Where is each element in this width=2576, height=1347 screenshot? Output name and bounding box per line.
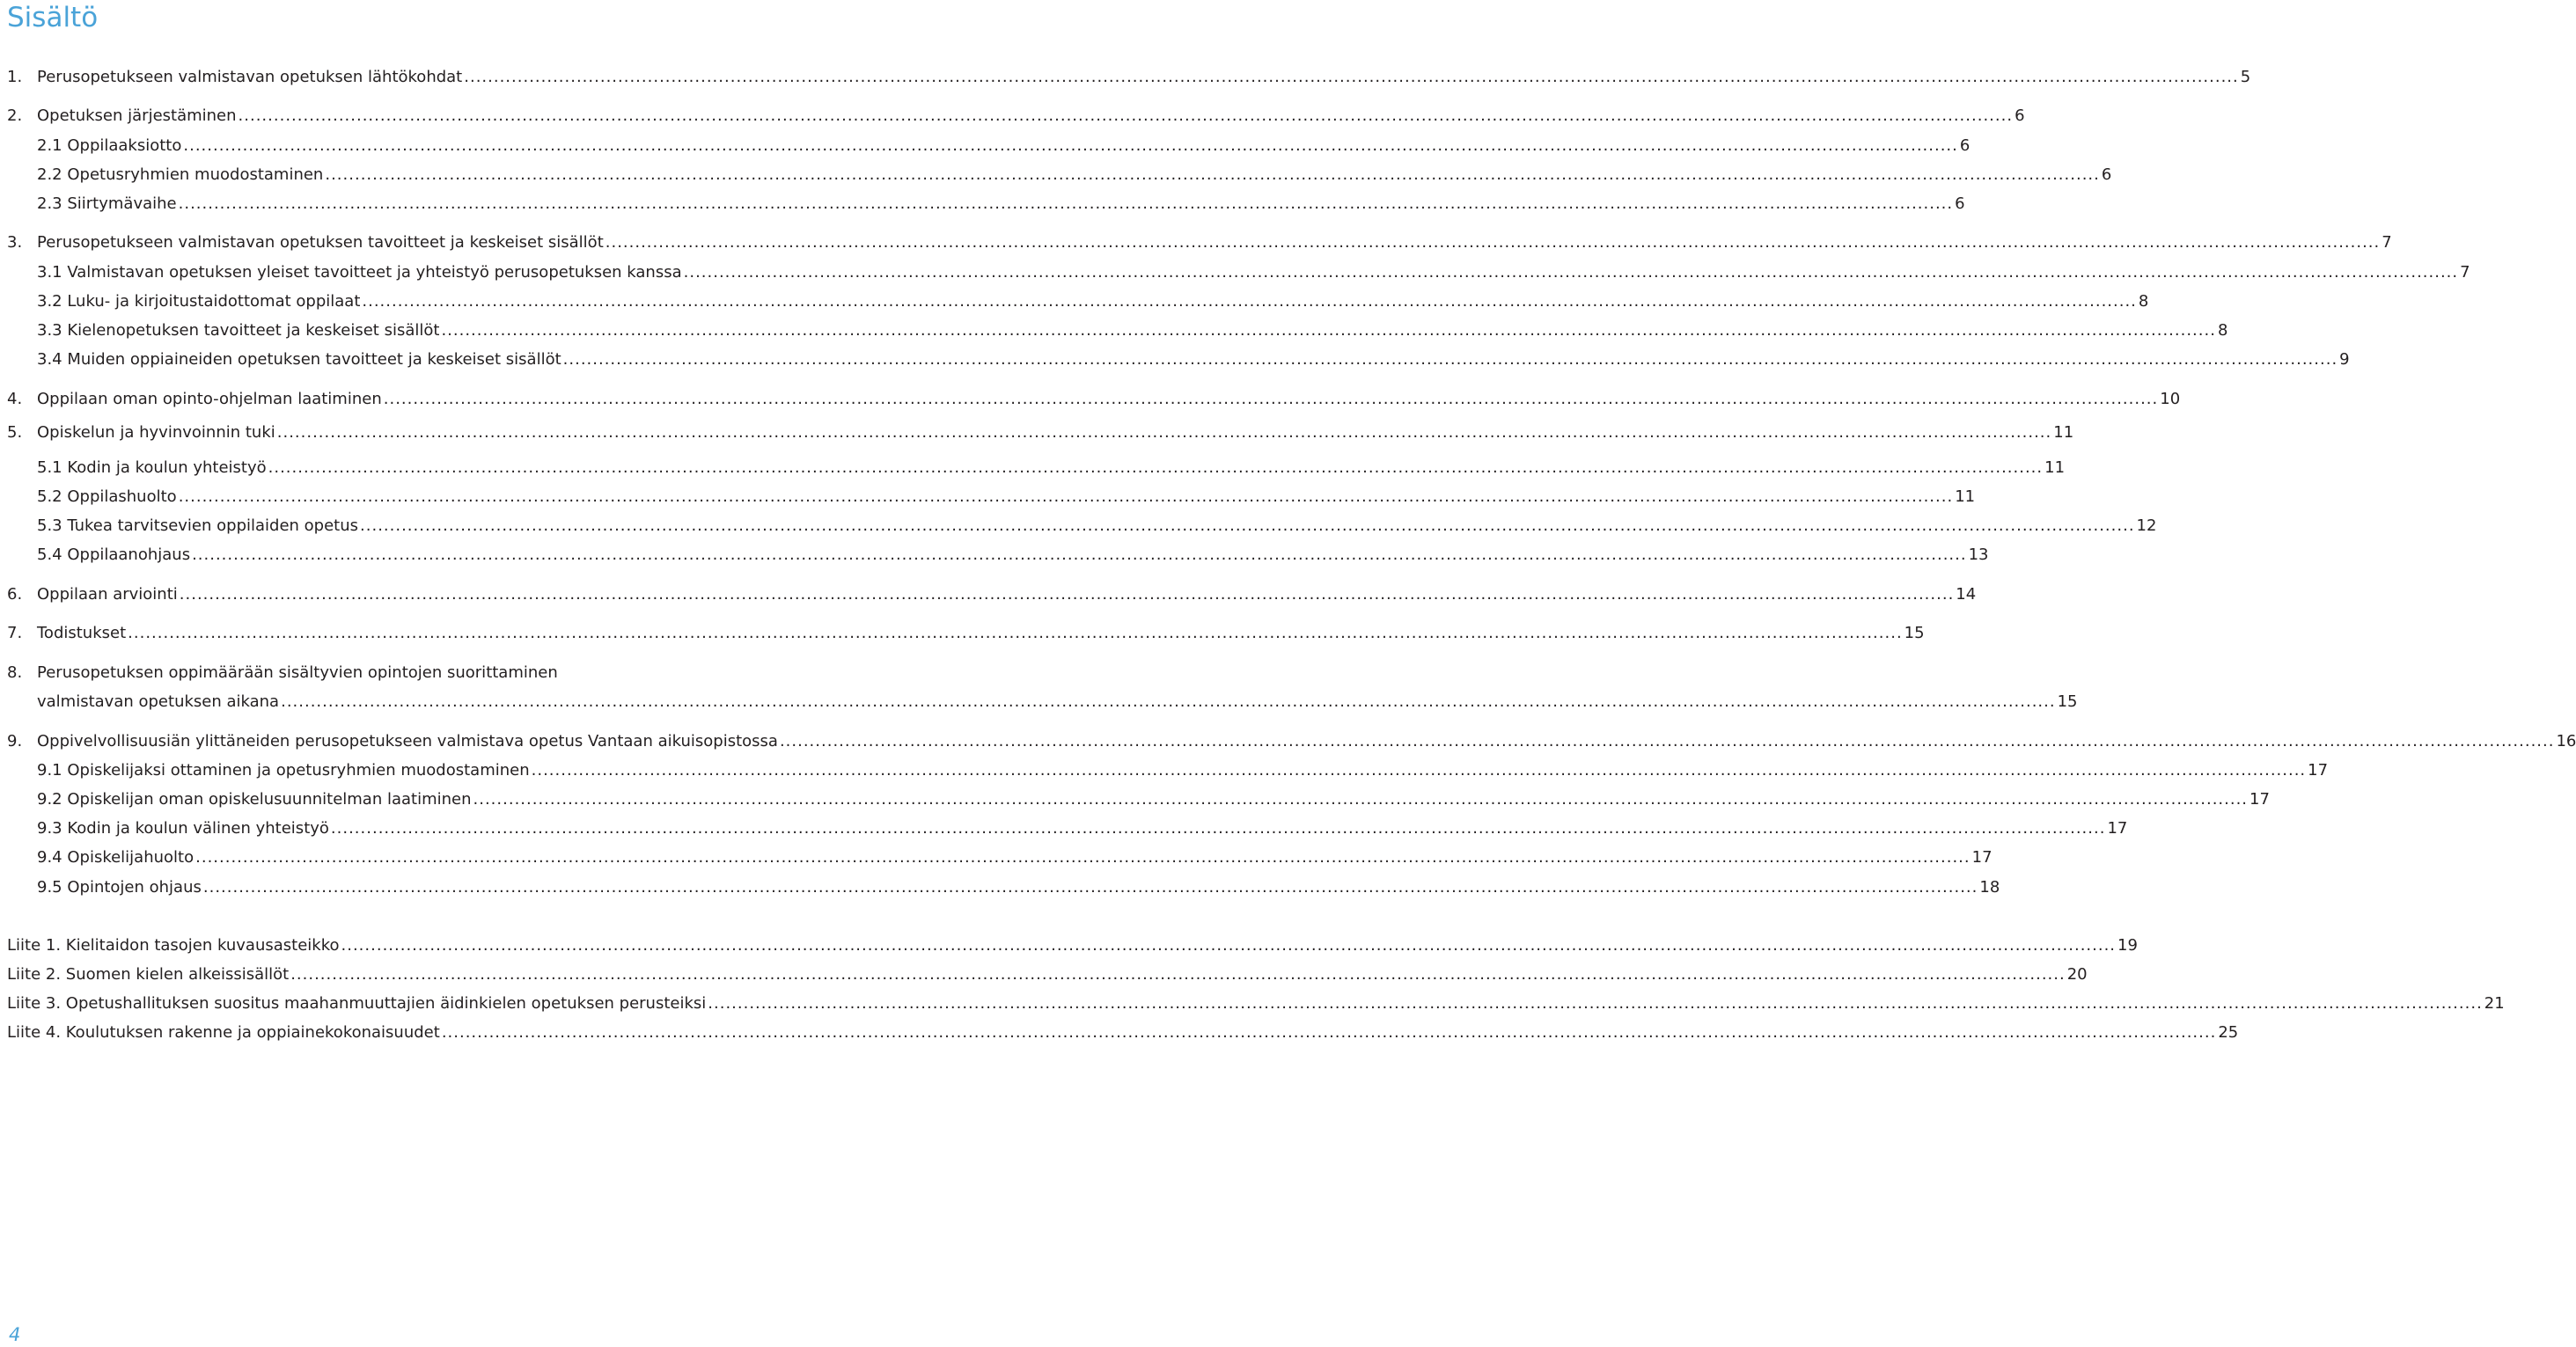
toc-entry-page: 21	[2484, 994, 2505, 1013]
toc-entry[interactable]	[0, 1021, 2239, 1045]
toc-entry-label: 9.1 Opiskelijaksi ottaminen ja opetusryhmien muodostaminen	[37, 761, 530, 780]
toc-entry-label: 5.3 Tukea tarvitsevien oppilaiden opetus	[37, 516, 359, 535]
toc-entry-page: 13	[1968, 545, 1989, 564]
toc-entry[interactable]	[0, 621, 1925, 646]
dot-leader: ............................................................................................................................................................................................................................................................................................................	[464, 68, 2239, 86]
toc-entry-label: Liite 1. Kielitaidon tasojen kuvausasteikko	[7, 936, 340, 955]
dot-leader: ............................................................................................................................................................................................................................................................................................................	[195, 848, 1971, 867]
toc-entry[interactable]	[0, 318, 2228, 343]
toc-entry[interactable]	[0, 816, 2128, 841]
toc-entry-label: Liite 2. Suomen kielen alkeissisällöt	[7, 965, 290, 984]
toc-entry-page: 17	[2308, 761, 2329, 780]
toc-entry-number: 3.	[7, 233, 23, 252]
dot-leader: ............................................................................................................................................................................................................................................................................................................	[362, 292, 2137, 311]
toc-entry[interactable]	[0, 134, 1971, 158]
toc-entry-label: 5.2 Oppilashuolto	[37, 487, 177, 506]
toc-entry-page: 8	[2138, 292, 2149, 311]
toc-entry-number: 4.	[7, 390, 23, 408]
toc-entry-label: Perusopetukseen valmistavan opetuksen lähtökohdat	[37, 68, 463, 86]
toc-entry[interactable]	[0, 582, 1977, 607]
toc-entry-label: Perusopetukseen valmistavan opetuksen tavoitteet ja keskeiset sisällöt	[37, 233, 604, 252]
dot-leader: ............................................................................................................................................................................................................................................................................................................	[183, 136, 1958, 155]
dot-leader: ............................................................................................................................................................................................................................................................................................................	[779, 732, 2555, 750]
dot-leader: ............................................................................................................................................................................................................................................................................................................	[441, 321, 2216, 340]
toc-entry-page: 6	[2101, 165, 2112, 184]
toc-entry-label: Opetuksen järjestäminen	[37, 106, 237, 125]
toc-entry-label: 3.2 Luku- ja kirjoitustaidottomat oppilaat	[37, 292, 361, 311]
toc-entry-number: 1.	[7, 68, 23, 86]
toc-entry-label: 9.4 Opiskelijahuolto	[37, 848, 194, 867]
dot-leader: ............................................................................................................................................................................................................................................................................................................	[330, 819, 2106, 838]
toc-entry-page: 19	[2117, 936, 2138, 955]
toc-entry-label: 3.4 Muiden oppiaineiden opetuksen tavoitteet ja keskeiset sisällöt	[37, 350, 561, 369]
page-number: 4	[9, 1324, 21, 1345]
toc-entry-page: 11	[2053, 423, 2074, 442]
toc-entry-page: 7	[2460, 263, 2470, 282]
dot-leader: ............................................................................................................................................................................................................................................................................................................	[531, 761, 2307, 780]
dot-leader: ............................................................................................................................................................................................................................................................................................................	[290, 965, 2066, 984]
toc-entry[interactable]	[0, 758, 2329, 783]
toc-entry-number: 5.	[7, 423, 23, 442]
toc-entry[interactable]	[0, 65, 2251, 90]
toc-entry-label: Liite 3. Opetushallituksen suositus maahanmuuttajien äidinkielen opetuksen perusteiksi	[7, 994, 707, 1013]
toc-entry-label: Oppilaan arviointi	[37, 585, 178, 604]
toc-entry-page: 17	[1971, 848, 1993, 867]
toc-entry[interactable]	[0, 260, 2470, 285]
toc-entry[interactable]	[0, 661, 845, 685]
dot-leader: ............................................................................................................................................................................................................................................................................................................	[605, 233, 2381, 252]
toc-entry[interactable]	[0, 421, 2074, 445]
toc-entry-label: 3.3 Kielenopetuksen tavoitteet ja keskeiset sisällöt	[37, 321, 440, 340]
toc-entry-page: 9	[2339, 350, 2350, 369]
dot-leader: ............................................................................................................................................................................................................................................................................................................	[276, 423, 2052, 442]
toc-entry[interactable]	[0, 875, 2000, 900]
toc-entry-label: Oppivelvollisuusiän ylittäneiden perusopetukseen valmistava opetus Vantaan aikuisopistossa	[37, 732, 778, 750]
dot-leader: ............................................................................................................................................................................................................................................................................................................	[128, 624, 1903, 642]
toc-entry[interactable]	[0, 104, 2025, 128]
page-title: Sisältö	[7, 2, 99, 33]
toc-entry[interactable]	[0, 690, 2078, 714]
toc-entry[interactable]	[0, 846, 1993, 870]
toc-entry-page: 6	[1959, 136, 1971, 155]
toc-entry[interactable]	[0, 963, 2088, 987]
toc-entry[interactable]	[0, 933, 2138, 958]
toc-entry-page: 20	[2066, 965, 2088, 984]
toc-entry[interactable]	[0, 163, 2112, 187]
toc-entry-label: 9.3 Kodin ja koulun välinen yhteistyö	[37, 819, 329, 838]
toc-entry[interactable]	[0, 543, 1989, 567]
dot-leader: ............................................................................................................................................................................................................................................................................................................	[683, 263, 2459, 282]
dot-leader: ............................................................................................................................................................................................................................................................................................................	[360, 516, 2135, 535]
toc-entry[interactable]	[0, 289, 2149, 314]
toc-entry-page: 5	[2240, 68, 2251, 86]
toc-entry-page: 14	[1956, 585, 1977, 604]
dot-leader: ............................................................................................................................................................................................................................................................................................................	[341, 936, 2117, 955]
toc-entry-page: 6	[2015, 106, 2025, 125]
toc-entry-page: 25	[2218, 1023, 2239, 1042]
toc-entry-label: Perusopetuksen oppimäärään sisältyvien opintojen suorittaminen	[37, 663, 558, 682]
dot-leader: ............................................................................................................................................................................................................................................................................................................	[192, 545, 1967, 564]
toc-entry[interactable]	[0, 992, 2505, 1016]
toc-entry[interactable]	[0, 729, 2576, 754]
dot-leader: ............................................................................................................................................................................................................................................................................................................	[562, 350, 2338, 369]
dot-leader: ............................................................................................................................................................................................................................................................................................................	[473, 790, 2249, 809]
toc-entry[interactable]	[0, 514, 2157, 538]
toc-entry-page: 15	[1904, 624, 1925, 642]
dot-leader: ............................................................................................................................................................................................................................................................................................................	[268, 458, 2044, 477]
toc-entry-page: 15	[2057, 692, 2078, 711]
toc-entry-page: 8	[2217, 321, 2228, 340]
toc-entry-label: 2.2 Opetusryhmien muodostaminen	[37, 165, 324, 184]
toc-entry-number: 7.	[7, 624, 23, 642]
toc-entry-page: 17	[2249, 790, 2270, 809]
toc-entry-page: 18	[1979, 878, 2000, 897]
dot-leader: ............................................................................................................................................................................................................................................................................................................	[708, 994, 2483, 1013]
dot-leader: ............................................................................................................................................................................................................................................................................................................	[441, 1023, 2217, 1042]
toc-entry-label: 5.1 Kodin ja koulun yhteistyö	[37, 458, 267, 477]
dot-leader: ............................................................................................................................................................................................................................................................................................................	[383, 390, 2159, 408]
toc-entry-page: 12	[2136, 516, 2157, 535]
dot-leader: ............................................................................................................................................................................................................................................................................................................	[179, 585, 1955, 604]
dot-leader: ............................................................................................................................................................................................................................................................................................................	[178, 487, 1954, 506]
toc-entry-label: valmistavan opetuksen aikana	[37, 692, 280, 711]
toc-entry-number: 6.	[7, 585, 23, 604]
dot-leader: ............................................................................................................................................................................................................................................................................................................	[325, 165, 2100, 184]
toc-entry-label: 9.2 Opiskelijan oman opiskelusuunnitelman laatiminen	[37, 790, 472, 809]
toc-entry[interactable]	[0, 387, 2181, 412]
toc-entry-number: 2.	[7, 106, 23, 125]
toc-entry-number: 8.	[7, 663, 23, 682]
toc-entry-page: 6	[1955, 194, 1965, 213]
toc-entry[interactable]	[0, 485, 1976, 509]
toc-entry-page: 17	[2107, 819, 2128, 838]
toc-entry[interactable]	[0, 348, 2350, 372]
toc-entry-page: 11	[2044, 458, 2066, 477]
toc-entry-label: 3.1 Valmistavan opetuksen yleiset tavoitteet ja yhteistyö perusopetuksen kanssa	[37, 263, 682, 282]
dot-leader: ............................................................................................................................................................................................................................................................................................................	[202, 878, 1978, 897]
dot-leader: ............................................................................................................................................................................................................................................................................................................	[238, 106, 2014, 125]
toc-entry-page: 11	[1955, 487, 1976, 506]
toc-entry-number: 9.	[7, 732, 23, 750]
toc-entry[interactable]	[0, 231, 2392, 255]
toc-entry-label: 2.1 Oppilaaksiotto	[37, 136, 182, 155]
toc-entry-page: 7	[2382, 233, 2392, 252]
toc-entry[interactable]	[0, 192, 1965, 216]
toc-entry[interactable]	[0, 787, 2270, 812]
toc-entry-label: Todistukset	[37, 624, 127, 642]
dot-leader: ............................................................................................................................................................................................................................................................................................................	[281, 692, 2056, 711]
toc-entry-label: 2.3 Siirtymävaihe	[37, 194, 177, 213]
toc-entry-label: Liite 4. Koulutuksen rakenne ja oppiainekokonaisuudet	[7, 1023, 440, 1042]
toc-entry-label: Oppilaan oman opinto-ohjelman laatiminen	[37, 390, 382, 408]
toc-entry-label: 5.4 Oppilaanohjaus	[37, 545, 191, 564]
toc-entry-label: Opiskelun ja hyvinvoinnin tuki	[37, 423, 275, 442]
dot-leader: ............................................................................................................................................................................................................................................................................................................	[178, 194, 1954, 213]
toc-entry-page: 10	[2160, 390, 2181, 408]
toc-entry-label: 9.5 Opintojen ohjaus	[37, 878, 202, 897]
toc-entry[interactable]	[0, 456, 2066, 480]
toc-entry-page: 16	[2556, 732, 2576, 750]
